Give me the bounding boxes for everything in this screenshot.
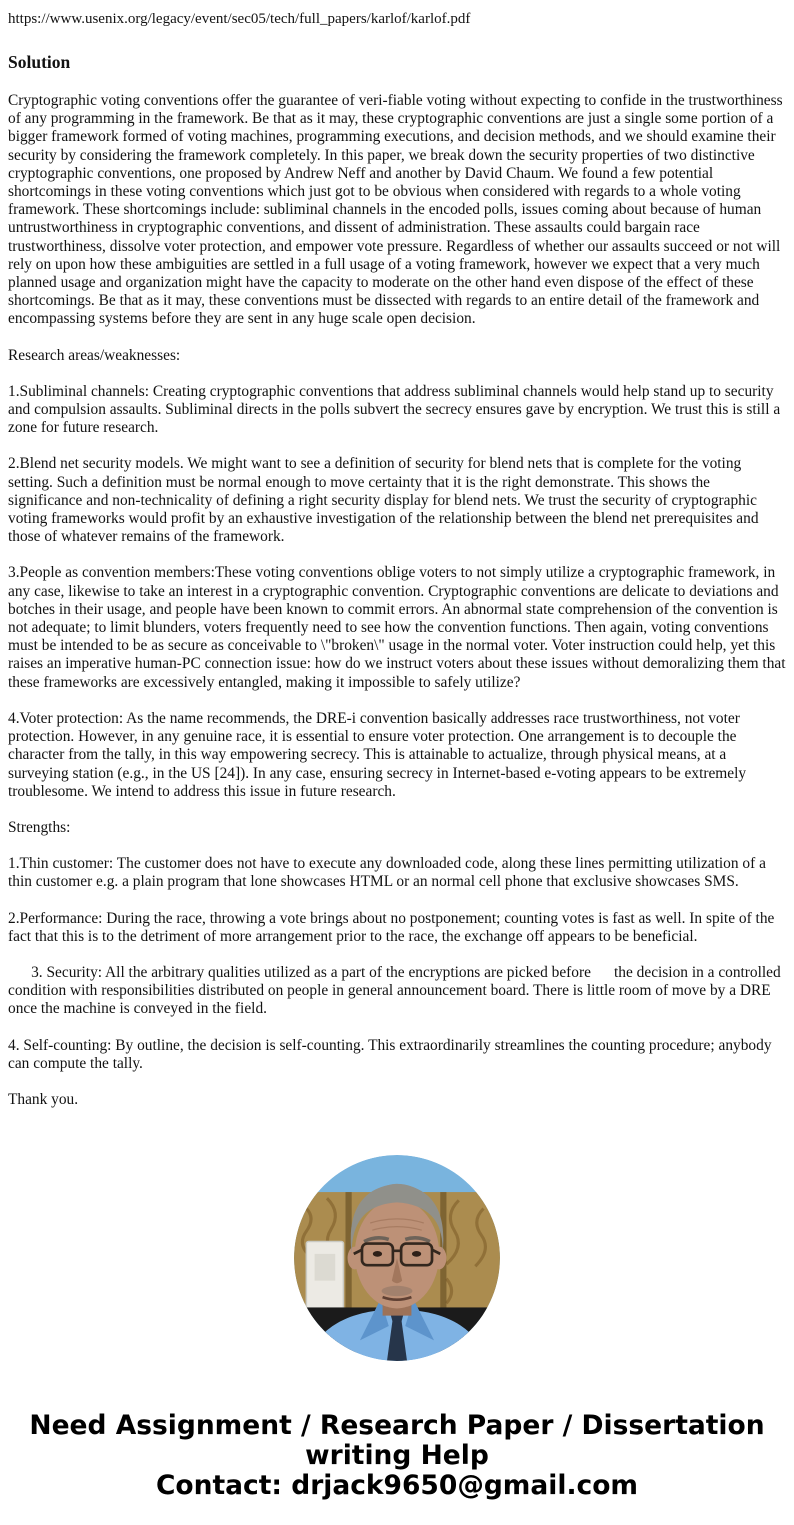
tutor-photo (294, 1155, 500, 1361)
research-item-2: 2.Blend net security models. We might want to see a definition of security for blend nets that is complete for the voting setting. Such a definition must be normal enough to move certainty that it is the right demonstrate. This shows the significance and non-technicality of defining a right security display for blend nets. We trust the security of cryptographic voting frameworks would profit by an exhaustive investigation of the relationship between the blend net prerequisites and those of whatever remains of the framework. (8, 455, 763, 546)
strength-item-2: 2.Performance: During the race, throwing a vote brings about no postponement; counting votes is fast as well. In spite of the fact that this is to the detriment of more arrangement prior to the race, the exchange off appears to be beneficial. (8, 909, 779, 945)
intro-paragraph: Cryptographic voting conventions offer the guarantee of veri-fiable voting without expecting to confide in the trustworthiness of any programming in the framework. Be that as it may, these cryptographic conventions are just a single some portion of a bigger framework formed of voting machines, programming executions, and decision methods, and we should examine their security by considering the framework completely. In this paper, we break down the security properties of two distinctive cryptographic conventions, one proposed by Andrew Neff and another by David Chaum. We found a few potential shortcomings in these voting conventions which just got to be obvious when considered with regards to a whole voting framework. These shortcomings include: subliminal channels in the encoded polls, issues coming about because of human untrustworthiness in cryptographic conventions, and dissent of administration. These assaults could bargain race trustworthiness, dissolve voter protection, and empower vote pressure. Regardless of whether our assaults succeed or not will rely on upon how these ambiguities are settled in a full usage of a voting framework, however we expect that a very much planned usage and organization might have the capacity to moderate on the other hand even dispose of the effect of these shortcomings. Be that as it may, these conventions must be dissected with regards to an entire detail of the framework and encompassing systems before they are sent in any huge scale open decision. (8, 92, 787, 328)
strengths-label: Strengths: (8, 818, 71, 836)
strength-item-4: 4. Self-counting: By outline, the decision is self-counting. This extraordinarily streamlines the counting procedure; anybody can compute the tally. (8, 1036, 776, 1072)
research-item-3: 3.People as convention members:These voting conventions oblige voters to not simply utilize a cryptographic framework, in any case, likewise to take an interest in a cryptographic convention. Cryptographic conventions are delicate to deviations and botches in their usage, and people have been known to commit errors. An abnormal state comprehension of the convention is not adequate; to limit blunders, voters frequently need to see how the convention functions. Then again, voting conventions must be intended to be as secure as conceivable to \"broken\" usage in the normal voter. Voter instruction could help, yet this raises an imperative human-PC connection issue: how do we instruct voters about these issues without demoralizing them that these frameworks are excessively entangled, making it impossible to safely utilize? (8, 564, 790, 691)
promo-heading: Need Assignment / Research Paper / Dissertation writing Help (29, 1410, 765, 1472)
eye-right (412, 1251, 421, 1257)
research-item-1: 1.Subliminal channels: Creating cryptographic conventions that address subliminal channels would help stand up to security and compulsion assaults. Subliminal directs in the polls subvert the secrecy ensures gave by encryption. We trust this is still a zone for future research. (8, 382, 785, 437)
research-areas-label: Research areas/weaknesses: (8, 346, 181, 364)
promo-contact-email: Contact: drjack9650@gmail.com (155, 1470, 639, 1502)
solution-heading: Solution (8, 52, 71, 72)
switch-panel-inner (315, 1254, 336, 1281)
promo-banner (17, 1411, 777, 1501)
eye-left (373, 1251, 382, 1257)
research-item-4: 4.Voter protection: As the name recommends, the DRE-i convention basically addresses race trustworthiness, not voter protection. However, in any genuine race, it is essential to ensure voter protection. One arrangement is to decouple the character from the tally, in this way empowering secrecy. This is attainable to actualize, through physical means, at a surveying station (e.g., in the US [24]). In any case, ensuring secrecy in Internet-based e-voting appears to be extremely troublesome. We intend to address this issue in future research. (8, 709, 750, 800)
mustache-shadow (382, 1286, 413, 1296)
tutor-avatar (294, 1155, 500, 1361)
strength-item-3: 3. Security: All the arbitrary qualities utilized as a part of the encryptions are picked before the decision in a controlled condition with responsibilities distributed on people in general announcement board. There is little room of move by a DRE once the machine is conveyed in the field. (8, 963, 785, 1018)
strength-item-1: 1.Thin customer: The customer does not have to execute any downloaded code, along these lines permitting utilization of a thin customer e.g. a plain program that lone showcases HTML or an normal cell phone that exclusive showcases SMS. (8, 855, 770, 891)
source-url: https://www.usenix.org/legacy/event/sec05/tech/full_papers/karlof/karlof.pdf (8, 11, 471, 27)
closing-text: Thank you. (8, 1090, 79, 1108)
